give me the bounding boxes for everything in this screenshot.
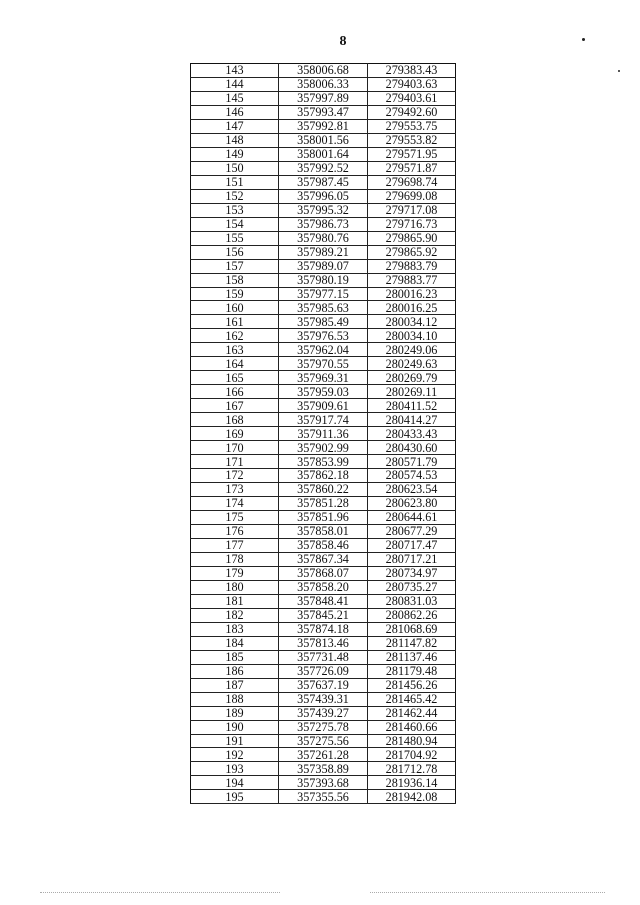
- point-number-cell: 174: [191, 497, 279, 511]
- x-coordinate-cell: 358006.68: [279, 64, 368, 78]
- point-number-cell: 146: [191, 105, 279, 119]
- x-coordinate-cell: 357862.18: [279, 469, 368, 483]
- table-row: [191, 357, 456, 371]
- table-row: [191, 77, 456, 91]
- scan-speck: [582, 38, 585, 41]
- y-coordinate-cell: 279717.08: [368, 203, 456, 217]
- y-coordinate-cell: 281147.82: [368, 636, 456, 650]
- point-number-cell: 152: [191, 189, 279, 203]
- x-coordinate-cell: 357989.21: [279, 245, 368, 259]
- table-row: [191, 734, 456, 748]
- scan-noise: [370, 892, 605, 895]
- point-number-cell: 149: [191, 147, 279, 161]
- point-number-cell: 188: [191, 692, 279, 706]
- x-coordinate-cell: 357976.53: [279, 329, 368, 343]
- point-number-cell: 169: [191, 427, 279, 441]
- x-coordinate-cell: 357917.74: [279, 413, 368, 427]
- x-coordinate-cell: 357970.55: [279, 357, 368, 371]
- point-number-cell: 160: [191, 301, 279, 315]
- y-coordinate-cell: 280717.21: [368, 552, 456, 566]
- x-coordinate-cell: 357992.52: [279, 161, 368, 175]
- table-row: [191, 343, 456, 357]
- table-row: [191, 273, 456, 287]
- y-coordinate-cell: 279865.90: [368, 231, 456, 245]
- x-coordinate-cell: 357997.89: [279, 91, 368, 105]
- x-coordinate-cell: 357995.32: [279, 203, 368, 217]
- point-number-cell: 168: [191, 413, 279, 427]
- y-coordinate-cell: 280269.79: [368, 371, 456, 385]
- x-coordinate-cell: 357874.18: [279, 622, 368, 636]
- x-coordinate-cell: 357275.56: [279, 734, 368, 748]
- table-row: [191, 64, 456, 78]
- y-coordinate-cell: 280016.23: [368, 287, 456, 301]
- scan-speck: [618, 70, 620, 72]
- table-row: [191, 566, 456, 580]
- point-number-cell: 172: [191, 469, 279, 483]
- x-coordinate-cell: 357261.28: [279, 748, 368, 762]
- x-coordinate-cell: 357867.34: [279, 552, 368, 566]
- table-row: [191, 720, 456, 734]
- point-number-cell: 193: [191, 762, 279, 776]
- point-number-cell: 165: [191, 371, 279, 385]
- table-row: [191, 483, 456, 497]
- table-row: [191, 511, 456, 525]
- table-row: [191, 552, 456, 566]
- point-number-cell: 173: [191, 483, 279, 497]
- point-number-cell: 156: [191, 245, 279, 259]
- y-coordinate-cell: 281465.42: [368, 692, 456, 706]
- table-row: [191, 469, 456, 483]
- point-number-cell: 151: [191, 175, 279, 189]
- table-row: [191, 315, 456, 329]
- y-coordinate-cell: 279883.79: [368, 259, 456, 273]
- y-coordinate-cell: 280717.47: [368, 538, 456, 552]
- point-number-cell: 189: [191, 706, 279, 720]
- y-coordinate-cell: 280414.27: [368, 413, 456, 427]
- point-number-cell: 144: [191, 77, 279, 91]
- y-coordinate-cell: 280249.06: [368, 343, 456, 357]
- point-number-cell: 185: [191, 650, 279, 664]
- y-coordinate-cell: 279571.95: [368, 147, 456, 161]
- x-coordinate-cell: 357980.19: [279, 273, 368, 287]
- point-number-cell: 153: [191, 203, 279, 217]
- y-coordinate-cell: 280831.03: [368, 594, 456, 608]
- x-coordinate-cell: 357851.28: [279, 497, 368, 511]
- x-coordinate-cell: 357909.61: [279, 399, 368, 413]
- point-number-cell: 181: [191, 594, 279, 608]
- table-row: [191, 441, 456, 455]
- point-number-cell: 143: [191, 64, 279, 78]
- x-coordinate-cell: 357851.96: [279, 511, 368, 525]
- table-row: [191, 594, 456, 608]
- y-coordinate-cell: 279571.87: [368, 161, 456, 175]
- table-row: [191, 385, 456, 399]
- y-coordinate-cell: 280623.54: [368, 483, 456, 497]
- table-row: [191, 217, 456, 231]
- table-row: [191, 91, 456, 105]
- table-row: [191, 413, 456, 427]
- x-coordinate-cell: 357275.78: [279, 720, 368, 734]
- y-coordinate-cell: 280574.53: [368, 469, 456, 483]
- y-coordinate-cell: 279699.08: [368, 189, 456, 203]
- x-coordinate-cell: 357985.63: [279, 301, 368, 315]
- point-number-cell: 179: [191, 566, 279, 580]
- table-row: [191, 455, 456, 469]
- coordinates-table-body: [191, 64, 456, 804]
- point-number-cell: 148: [191, 133, 279, 147]
- y-coordinate-cell: 280623.80: [368, 497, 456, 511]
- x-coordinate-cell: 357439.31: [279, 692, 368, 706]
- x-coordinate-cell: 357858.01: [279, 524, 368, 538]
- y-coordinate-cell: 280034.10: [368, 329, 456, 343]
- x-coordinate-cell: 357969.31: [279, 371, 368, 385]
- y-coordinate-cell: 281462.44: [368, 706, 456, 720]
- point-number-cell: 145: [191, 91, 279, 105]
- x-coordinate-cell: 357996.05: [279, 189, 368, 203]
- table-row: [191, 161, 456, 175]
- table-row: [191, 371, 456, 385]
- x-coordinate-cell: 357992.81: [279, 119, 368, 133]
- point-number-cell: 154: [191, 217, 279, 231]
- point-number-cell: 164: [191, 357, 279, 371]
- coordinates-table: [190, 63, 456, 804]
- x-coordinate-cell: 357985.49: [279, 315, 368, 329]
- y-coordinate-cell: 279403.61: [368, 91, 456, 105]
- y-coordinate-cell: 281480.94: [368, 734, 456, 748]
- table-row: [191, 399, 456, 413]
- y-coordinate-cell: 280734.97: [368, 566, 456, 580]
- x-coordinate-cell: 357853.99: [279, 455, 368, 469]
- y-coordinate-cell: 279553.82: [368, 133, 456, 147]
- y-coordinate-cell: 281712.78: [368, 762, 456, 776]
- point-number-cell: 191: [191, 734, 279, 748]
- x-coordinate-cell: 357980.76: [279, 231, 368, 245]
- y-coordinate-cell: 279865.92: [368, 245, 456, 259]
- point-number-cell: 183: [191, 622, 279, 636]
- point-number-cell: 177: [191, 538, 279, 552]
- point-number-cell: 178: [191, 552, 279, 566]
- table-row: [191, 105, 456, 119]
- y-coordinate-cell: 279492.60: [368, 105, 456, 119]
- table-row: [191, 538, 456, 552]
- x-coordinate-cell: 357848.41: [279, 594, 368, 608]
- x-coordinate-cell: 357637.19: [279, 678, 368, 692]
- x-coordinate-cell: 358006.33: [279, 77, 368, 91]
- point-number-cell: 184: [191, 636, 279, 650]
- y-coordinate-cell: 281179.48: [368, 664, 456, 678]
- table-row: [191, 301, 456, 315]
- point-number-cell: 171: [191, 455, 279, 469]
- x-coordinate-cell: 357986.73: [279, 217, 368, 231]
- table-row: [191, 748, 456, 762]
- x-coordinate-cell: 358001.64: [279, 147, 368, 161]
- table-row: [191, 650, 456, 664]
- point-number-cell: 187: [191, 678, 279, 692]
- table-row: [191, 329, 456, 343]
- scan-noise: [40, 892, 280, 895]
- y-coordinate-cell: 281068.69: [368, 622, 456, 636]
- table-row: [191, 147, 456, 161]
- x-coordinate-cell: 357962.04: [279, 343, 368, 357]
- point-number-cell: 157: [191, 259, 279, 273]
- y-coordinate-cell: 279716.73: [368, 217, 456, 231]
- y-coordinate-cell: 280677.29: [368, 524, 456, 538]
- table-row: [191, 245, 456, 259]
- y-coordinate-cell: 279553.75: [368, 119, 456, 133]
- point-number-cell: 147: [191, 119, 279, 133]
- x-coordinate-cell: 357813.46: [279, 636, 368, 650]
- point-number-cell: 195: [191, 790, 279, 804]
- point-number-cell: 194: [191, 776, 279, 790]
- table-row: [191, 692, 456, 706]
- y-coordinate-cell: 280644.61: [368, 511, 456, 525]
- table-row: [191, 762, 456, 776]
- table-row: [191, 622, 456, 636]
- x-coordinate-cell: 357726.09: [279, 664, 368, 678]
- y-coordinate-cell: 280411.52: [368, 399, 456, 413]
- point-number-cell: 190: [191, 720, 279, 734]
- y-coordinate-cell: 281137.46: [368, 650, 456, 664]
- y-coordinate-cell: 280016.25: [368, 301, 456, 315]
- point-number-cell: 176: [191, 524, 279, 538]
- y-coordinate-cell: 281460.66: [368, 720, 456, 734]
- point-number-cell: 163: [191, 343, 279, 357]
- y-coordinate-cell: 280735.27: [368, 580, 456, 594]
- x-coordinate-cell: 357989.07: [279, 259, 368, 273]
- y-coordinate-cell: 281456.26: [368, 678, 456, 692]
- y-coordinate-cell: 280430.60: [368, 441, 456, 455]
- point-number-cell: 166: [191, 385, 279, 399]
- x-coordinate-cell: 357987.45: [279, 175, 368, 189]
- x-coordinate-cell: 357393.68: [279, 776, 368, 790]
- x-coordinate-cell: 357439.27: [279, 706, 368, 720]
- x-coordinate-cell: 357868.07: [279, 566, 368, 580]
- point-number-cell: 192: [191, 748, 279, 762]
- y-coordinate-cell: 281942.08: [368, 790, 456, 804]
- table-row: [191, 678, 456, 692]
- point-number-cell: 175: [191, 511, 279, 525]
- point-number-cell: 170: [191, 441, 279, 455]
- point-number-cell: 159: [191, 287, 279, 301]
- x-coordinate-cell: 357977.15: [279, 287, 368, 301]
- table-row: [191, 636, 456, 650]
- y-coordinate-cell: 280269.11: [368, 385, 456, 399]
- page-number: 8: [339, 34, 347, 49]
- table-row: [191, 287, 456, 301]
- y-coordinate-cell: 280034.12: [368, 315, 456, 329]
- x-coordinate-cell: 357858.20: [279, 580, 368, 594]
- y-coordinate-cell: 280571.79: [368, 455, 456, 469]
- x-coordinate-cell: 357902.99: [279, 441, 368, 455]
- y-coordinate-cell: 280433.43: [368, 427, 456, 441]
- y-coordinate-cell: 279883.77: [368, 273, 456, 287]
- table-row: [191, 497, 456, 511]
- table-row: [191, 524, 456, 538]
- x-coordinate-cell: 357358.89: [279, 762, 368, 776]
- x-coordinate-cell: 357911.36: [279, 427, 368, 441]
- y-coordinate-cell: 279403.63: [368, 77, 456, 91]
- x-coordinate-cell: 357845.21: [279, 608, 368, 622]
- table-row: [191, 776, 456, 790]
- x-coordinate-cell: 357858.46: [279, 538, 368, 552]
- y-coordinate-cell: 281936.14: [368, 776, 456, 790]
- x-coordinate-cell: 357731.48: [279, 650, 368, 664]
- point-number-cell: 155: [191, 231, 279, 245]
- y-coordinate-cell: 280249.63: [368, 357, 456, 371]
- table-row: [191, 608, 456, 622]
- y-coordinate-cell: 281704.92: [368, 748, 456, 762]
- y-coordinate-cell: 279698.74: [368, 175, 456, 189]
- table-row: [191, 427, 456, 441]
- table-row: [191, 259, 456, 273]
- point-number-cell: 182: [191, 608, 279, 622]
- x-coordinate-cell: 358001.56: [279, 133, 368, 147]
- x-coordinate-cell: 357355.56: [279, 790, 368, 804]
- point-number-cell: 186: [191, 664, 279, 678]
- table-row: [191, 790, 456, 804]
- table-row: [191, 664, 456, 678]
- table-row: [191, 203, 456, 217]
- x-coordinate-cell: 357959.03: [279, 385, 368, 399]
- y-coordinate-cell: 280862.26: [368, 608, 456, 622]
- point-number-cell: 180: [191, 580, 279, 594]
- table-row: [191, 133, 456, 147]
- point-number-cell: 162: [191, 329, 279, 343]
- table-row: [191, 580, 456, 594]
- x-coordinate-cell: 357993.47: [279, 105, 368, 119]
- table-row: [191, 119, 456, 133]
- table-row: [191, 175, 456, 189]
- point-number-cell: 150: [191, 161, 279, 175]
- point-number-cell: 158: [191, 273, 279, 287]
- point-number-cell: 167: [191, 399, 279, 413]
- x-coordinate-cell: 357860.22: [279, 483, 368, 497]
- table-row: [191, 706, 456, 720]
- table-row: [191, 231, 456, 245]
- y-coordinate-cell: 279383.43: [368, 64, 456, 78]
- table-row: [191, 189, 456, 203]
- point-number-cell: 161: [191, 315, 279, 329]
